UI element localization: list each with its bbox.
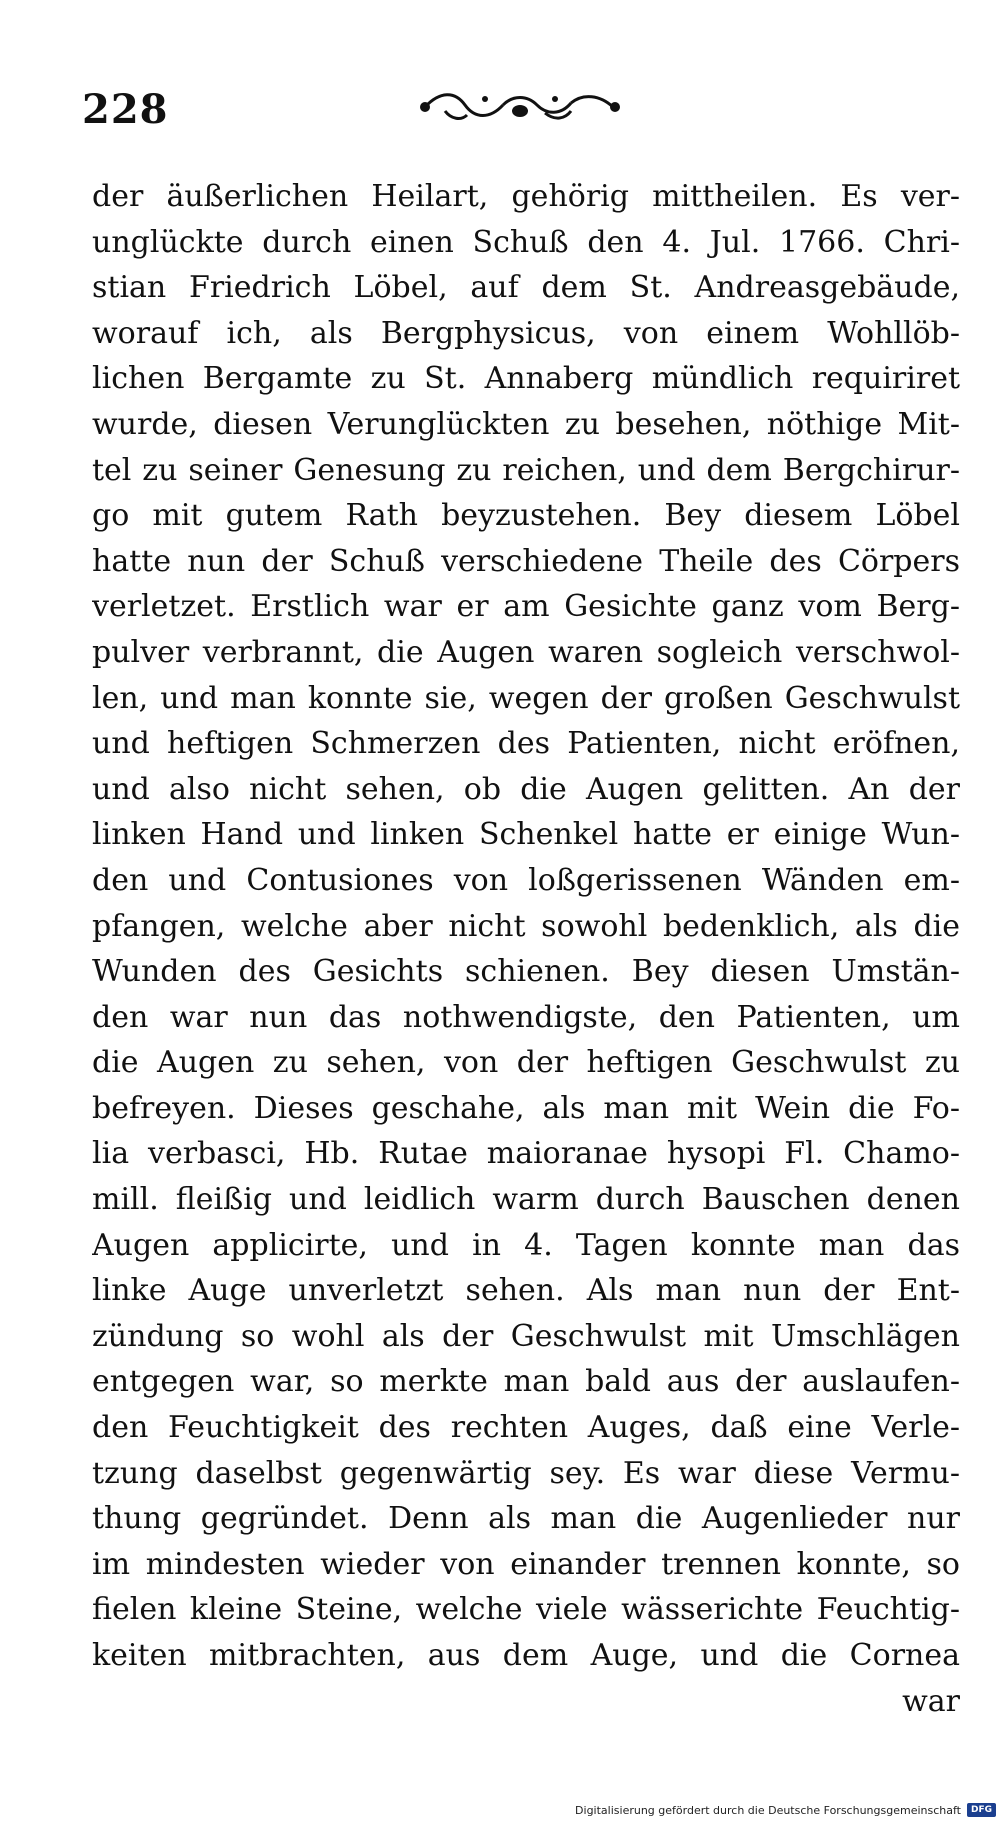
text-line: zündung so wohl als der Geschwulst mit Umschlägen <box>92 1318 960 1354</box>
text-line: der äußerlichen Heilart, gehörig mittheilen. Es ver- <box>92 179 960 214</box>
page-number: 228 <box>82 86 169 133</box>
text-line: wurde, diesen Verunglückten zu besehen, nöthige Mit- <box>92 406 960 442</box>
text-line: die Augen zu sehen, von der heftigen Geschwulst zu <box>92 1045 960 1081</box>
text-line: linken Hand und linken Schenkel hatte er einige Wun- <box>92 817 960 853</box>
body-text <box>92 174 960 1724</box>
text-line: keiten mitbrachten, aus dem Auge, und die Cornea <box>92 1638 960 1673</box>
text-line: unglückte durch einen Schuß den 4. Jul. 1766. Chri- <box>92 224 960 260</box>
dfg-logo: DFG <box>967 1803 996 1817</box>
text-line: Wunden des Gesichts schienen. Bey diesen Umstän- <box>92 954 960 990</box>
text-line: thung gegründet. Denn als man die Augenlieder nur <box>92 1501 960 1537</box>
text-line: linke Auge unverletzt sehen. Als man nun der Ent- <box>92 1273 960 1309</box>
text-line: tzung daselbst gegenwärtig sey. Es war diese Vermu- <box>92 1455 960 1491</box>
text-line: im mindesten wieder von einander trennen konnte, so <box>92 1546 960 1582</box>
text-line: den Feuchtigkeit des rechten Auges, daß eine Verle- <box>92 1410 960 1446</box>
text-line: verletzet. Erstlich war er am Gesichte ganz vom Berg- <box>92 589 960 625</box>
text-line: und heftigen Schmerzen des Patienten, nicht eröfnen, <box>92 726 960 762</box>
text-line: pfangen, welche aber nicht sowohl bedenklich, als die <box>92 908 960 944</box>
text-line: lia verbasci, Hb. Rutae maioranae hysopi Fl. Chamo- <box>92 1136 960 1172</box>
text-line: entgegen war, so merkte man bald aus der auslaufen- <box>92 1364 960 1400</box>
footer-credit <box>575 1803 996 1817</box>
text-line: lichen Bergamte zu St. Annaberg mündlich requiriret <box>92 361 960 397</box>
text-line: fielen kleine Steine, welche viele wässerichte Feuchtig- <box>92 1592 960 1628</box>
text-line: den war nun das nothwendigste, den Patienten, um <box>92 999 960 1035</box>
footer-credit-text: Digitalisierung gefördert durch die Deutsche Forschungsgemeinschaft <box>575 1803 961 1817</box>
text-line: war <box>902 1683 960 1719</box>
text-line: go mit gutem Rath beyzustehen. Bey diesem Löbel <box>92 498 960 534</box>
text-line: hatte nun der Schuß verschiedene Theile des Cörpers <box>92 543 960 579</box>
printers-ornament <box>415 85 625 129</box>
text-line: tel zu seiner Genesung zu reichen, und dem Bergchirur- <box>92 452 960 488</box>
text-line: pulver verbrannt, die Augen waren sogleich verschwol- <box>92 634 960 670</box>
text-line: befreyen. Dieses geschahe, als man mit Wein die Fo- <box>92 1090 960 1126</box>
text-line: mill. fleißig und leidlich warm durch Bauschen denen <box>92 1182 960 1218</box>
text-line: len, und man konnte sie, wegen der großen Geschwulst <box>92 680 960 716</box>
text-line: den und Contusiones von loßgerissenen Wänden em- <box>92 862 960 898</box>
text-line: Augen applicirte, und in 4. Tagen konnte man das <box>92 1227 960 1263</box>
text-line: worauf ich, als Bergphysicus, von einem Wohllöb- <box>92 315 960 351</box>
text-line: stian Friedrich Löbel, auf dem St. Andreasgebäude, <box>92 270 960 306</box>
text-line: und also nicht sehen, ob die Augen gelitten. An der <box>92 771 960 807</box>
